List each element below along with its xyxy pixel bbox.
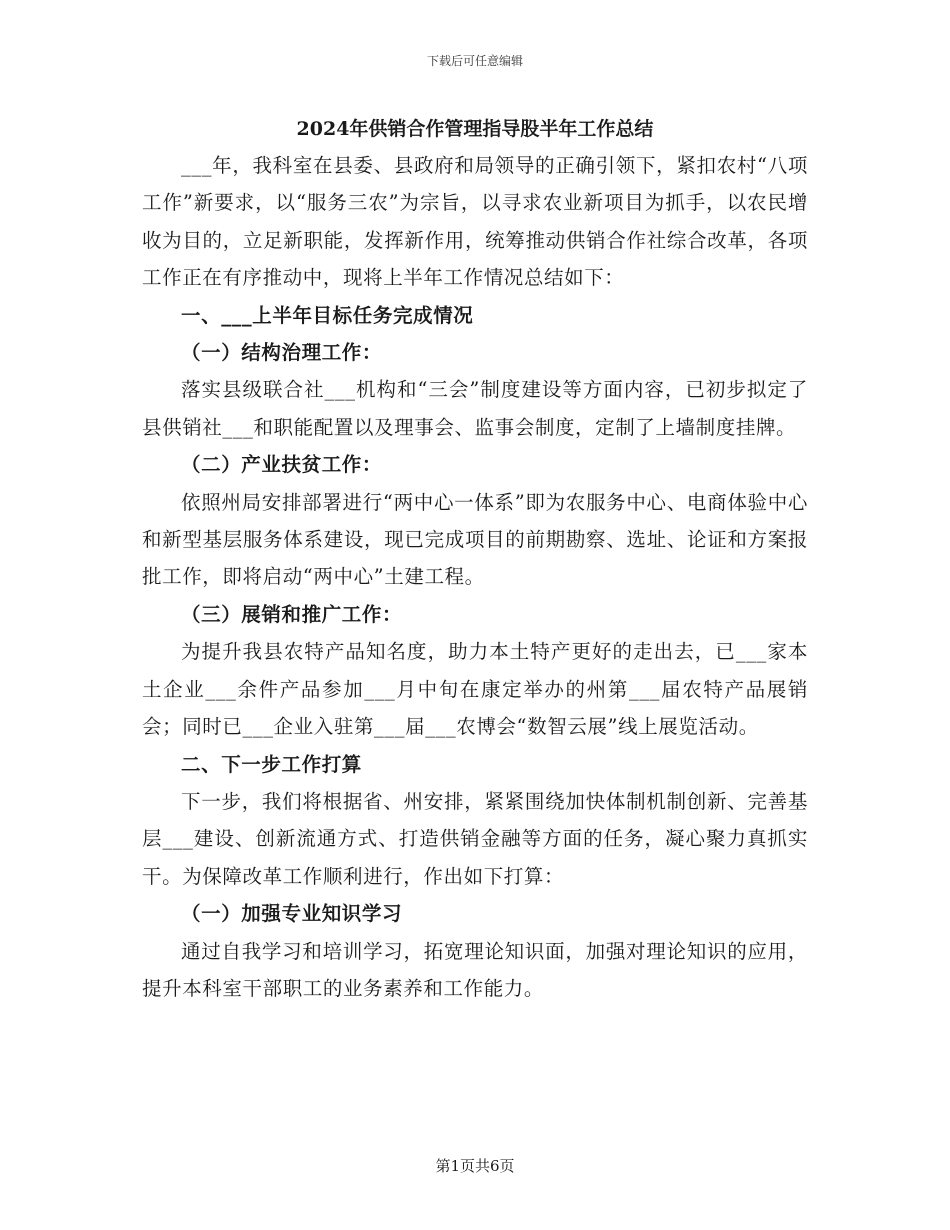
document-title: 2024年供销合作管理指导股半年工作总结 xyxy=(296,118,654,140)
intro-paragraph: ___年，我科室在县委、县政府和局领导的正确引领下，紧扣农村“八项工作”新要求，以“服务三农”为宗旨，以寻求农业新项目为抓手，以农民增收为目的，立足新职能，发挥新作用，统筹推动供销合作社综合改革，各项工作正在有序推动中，现将上半年工作情况总结如下： xyxy=(142,154,808,290)
paragraph-learning: 通过自我学习和培训学习，拓宽理论知识面，加强对理论知识的应用，提升本科室干部职工的业务素养和工作能力。 xyxy=(142,939,808,1000)
subsection-heading-learning: （一）加强专业知识学习 xyxy=(181,902,403,926)
header-note: 下载后可任意编辑 xyxy=(426,54,523,68)
paragraph-poverty: 依照州局安排部署进行“两中心一体系”即为农服务中心、电商体验中心和新型基层服务体系建设，现已完成项目的前期勘察、选址、论证和方案报批工作，即将启动“两中心”土建工程。 xyxy=(142,490,808,589)
document-body xyxy=(142,112,808,1007)
subsection-heading-structure: （一）结构治理工作： xyxy=(181,341,383,365)
paragraph-next-steps: 下一步，我们将根据省、州安排，紧紧围绕加快体制机制创新、完善基层___建设、创新流通方式、打造供销金融等方面的任务，凝心聚力真抓实干。为保障改革工作顺利进行，作出如下打算： xyxy=(142,789,808,888)
paragraph-promotion: 为提升我县农特产品知名度，助力本土特产更好的走出去，已___家本土企业___余件产品参加___月中旬在康定举办的州第___届农特产品展销会；同时已___企业入驻第___届___农博会“数智云展”线上展览活动。 xyxy=(142,640,808,739)
section-heading-1: 一、___上半年目标任务完成情况 xyxy=(181,303,474,327)
subsection-heading-poverty: （二）产业扶贫工作： xyxy=(181,453,383,477)
subsection-heading-promotion: （三）展销和推广工作： xyxy=(181,602,403,626)
page-number-footer: 第1页共6页 xyxy=(435,1157,515,1175)
paragraph-structure: 落实县级联合社___机构和“三会”制度建设等方面内容，已初步拟定了县供销社___和职能配置以及理事会、监事会制度，定制了上墙制度挂牌。 xyxy=(142,378,808,439)
section-heading-2: 二、下一步工作打算 xyxy=(181,752,362,776)
